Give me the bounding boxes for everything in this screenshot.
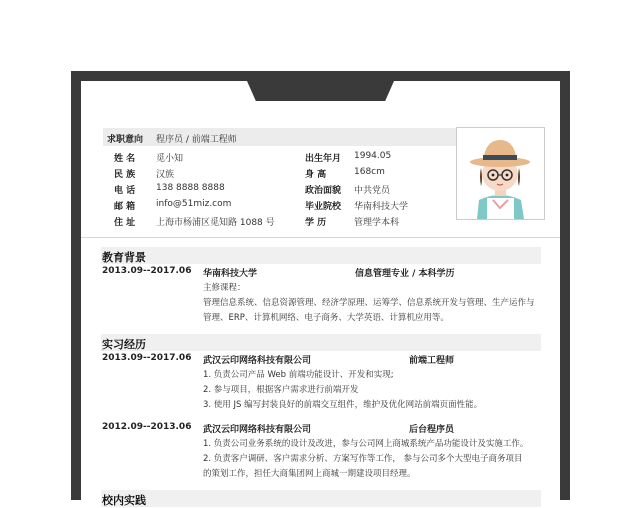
height-value: 168cm: [354, 167, 385, 177]
job-1-item-2: 2. 参与项目，根据客户需求进行前端开发: [203, 385, 359, 395]
job-2-item-1: 1. 负责公司业务系统的设计及改进，参与公司网上商城系统产品功能设计及实施工作。: [203, 439, 529, 449]
email-value: info@51miz.com: [156, 199, 232, 209]
job-1-company: 武汉云印网络科技有限公司: [203, 356, 312, 366]
ethnicity-label: 民 族: [114, 170, 136, 180]
resume-frame: [71, 71, 570, 507]
header-divider: [81, 237, 560, 238]
job-1-role: 前端工程师: [409, 356, 455, 366]
education-bar: [101, 247, 541, 264]
job-intent-label: 求职意向: [107, 135, 144, 145]
education-school: 华南科技大学: [203, 269, 258, 279]
job-2-company: 武汉云印网络科技有限公司: [203, 425, 312, 435]
school-label: 毕业院校: [305, 202, 342, 212]
degree-value: 管理学本科: [354, 218, 400, 228]
ethnicity-value: 汉族: [156, 170, 175, 180]
politics-label: 政治面貌: [305, 186, 342, 196]
school-value: 华南科技大学: [354, 202, 409, 212]
resume-page: [81, 81, 560, 507]
education-title: 教育背景: [102, 251, 146, 264]
job-2-date: 2012.09--2013.06: [102, 422, 192, 432]
education-date: 2013.09--2017.06: [102, 266, 192, 276]
height-label: 身 高: [305, 170, 327, 180]
name-label: 姓 名: [114, 154, 136, 164]
courses-line-1: 管理信息系统、信息资源管理、经济学原理、运筹学、信息系统开发与管理、生产运作与: [203, 298, 535, 308]
birth-label: 出生年月: [305, 154, 342, 164]
email-label: 邮 箱: [114, 202, 136, 212]
education-major: 信息管理专业 / 本科学历: [355, 269, 455, 279]
job-1-item-1: 1. 负责公司产品 Web 前端功能设计、开发和实现;: [203, 370, 394, 380]
job-2-item-3: 的策划工作，担任大商集团网上商城一期建设项目经理。: [203, 469, 416, 479]
internship-title: 实习经历: [102, 338, 146, 351]
birth-value: 1994.05: [354, 151, 392, 161]
phone-value: 138 8888 8888: [156, 183, 225, 193]
avatar-girl-hat-glasses-icon: [457, 128, 544, 219]
phone-label: 电 话: [114, 186, 136, 196]
name-value: 觅小知: [156, 154, 184, 164]
job-2-item-2: 2. 负责客户调研、客户需求分析、方案写作等工作， 参与公司多个大型电子商务项目: [203, 454, 523, 464]
header-tab-decoration: [247, 81, 394, 101]
courses-line-2: 管理、ERP、计算机网络、电子商务、大学英语、计算机应用等。: [203, 313, 449, 323]
job-1-item-3: 3. 使用 JS 编写封装良好的前端交互组件，维护及优化网站前端页面性能。: [203, 400, 483, 410]
internship-bar: [101, 334, 541, 351]
campus-bar: [101, 490, 541, 507]
job-1-date: 2013.09--2017.06: [102, 353, 192, 363]
campus-title: 校内实践: [102, 494, 146, 507]
courses-label: 主修课程：: [203, 283, 246, 293]
profile-photo: [456, 127, 545, 220]
job-2-role: 后台程序员: [409, 425, 455, 435]
politics-value: 中共党员: [354, 186, 391, 196]
address-label: 住 址: [114, 218, 136, 228]
job-intent-value: 程序员 / 前端工程师: [156, 135, 237, 145]
degree-label: 学 历: [305, 218, 327, 228]
address-value: 上海市杨浦区觅知路 1088 号: [156, 218, 275, 228]
